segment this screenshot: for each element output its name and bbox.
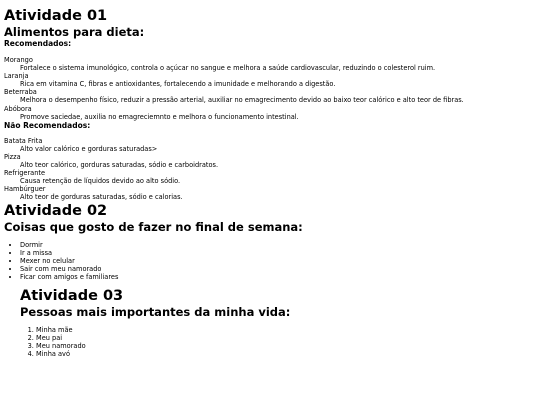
food-description: Causa retenção de líquidos devido ao alto sódio.	[20, 177, 181, 186]
food-term: Batata Frita	[4, 136, 43, 145]
food-term: Refrigerante	[4, 169, 46, 178]
list-item: • Dormir	[20, 241, 540, 249]
food-description: Rica em vitamina C, fibras e antioxidantes, fortalecendo a imunidade e melhorando a digestão.	[20, 80, 336, 89]
not-recommended-list	[4, 137, 540, 202]
list-item: 2. Meu pai	[36, 334, 540, 342]
not-recommended-heading: Não Recomendados:	[4, 120, 91, 130]
food-description: Melhora o desempenho físico, reduzir a pressão arterial, auxiliar no emagrecimento devido ao baixo teor calórico e alto teor de fibras.	[20, 96, 464, 105]
food-term: Morango	[4, 56, 33, 64]
list-item: 1. Minha mãe	[36, 326, 540, 334]
food-term: Laranja	[4, 72, 29, 81]
list-item: 3. Meu namorado	[36, 342, 540, 350]
important-people-list	[20, 326, 540, 358]
important-people-heading: Pessoas mais importantes da minha vida:	[20, 304, 291, 319]
food-term: Pizza	[4, 152, 21, 161]
food-description: Fortalece o sistema imunológico, controla o açúcar no sangue e melhora a saúde cardiovascular, reduzindo o colesterol ruim.	[20, 64, 436, 73]
recommended-heading: Recomendados:	[4, 39, 72, 48]
food-term: Abóbora	[4, 104, 32, 113]
weekend-list	[4, 241, 540, 281]
weekend-heading: Coisas que gosto de fazer no final de semana:	[4, 219, 303, 234]
food-description: Alto valor calórico e gorduras saturadas>	[20, 144, 158, 153]
list-item: • Ficar com amigos e familiares	[20, 273, 540, 281]
list-item: • Ir a missa	[20, 249, 540, 257]
food-term: Beterraba	[4, 88, 37, 97]
activity-02-title: Atividade 02	[4, 202, 108, 219]
food-description: Promove saciedae, auxilia no emagreciemnto e melhora o funcionamento intestinal.	[20, 112, 299, 121]
list-item: • Sair com meu namorado	[20, 265, 540, 273]
list-item: 4. Minha avó	[36, 350, 540, 358]
activity-03-title: Atividade 03	[20, 287, 124, 304]
list-item: • Mexer no celular	[20, 257, 540, 265]
food-term: Hambúrguer	[4, 185, 46, 194]
food-description: Alto teor de gorduras saturadas, sódio e calorias.	[20, 193, 183, 202]
food-description: Alto teor calórico, gorduras saturadas, sódio e carboidratos.	[20, 161, 219, 170]
activity-01-title: Atividade 01	[4, 8, 108, 24]
recommended-list	[4, 56, 540, 121]
diet-foods-heading: Alimentos para dieta:	[4, 25, 145, 39]
activity-03-section	[4, 287, 540, 358]
